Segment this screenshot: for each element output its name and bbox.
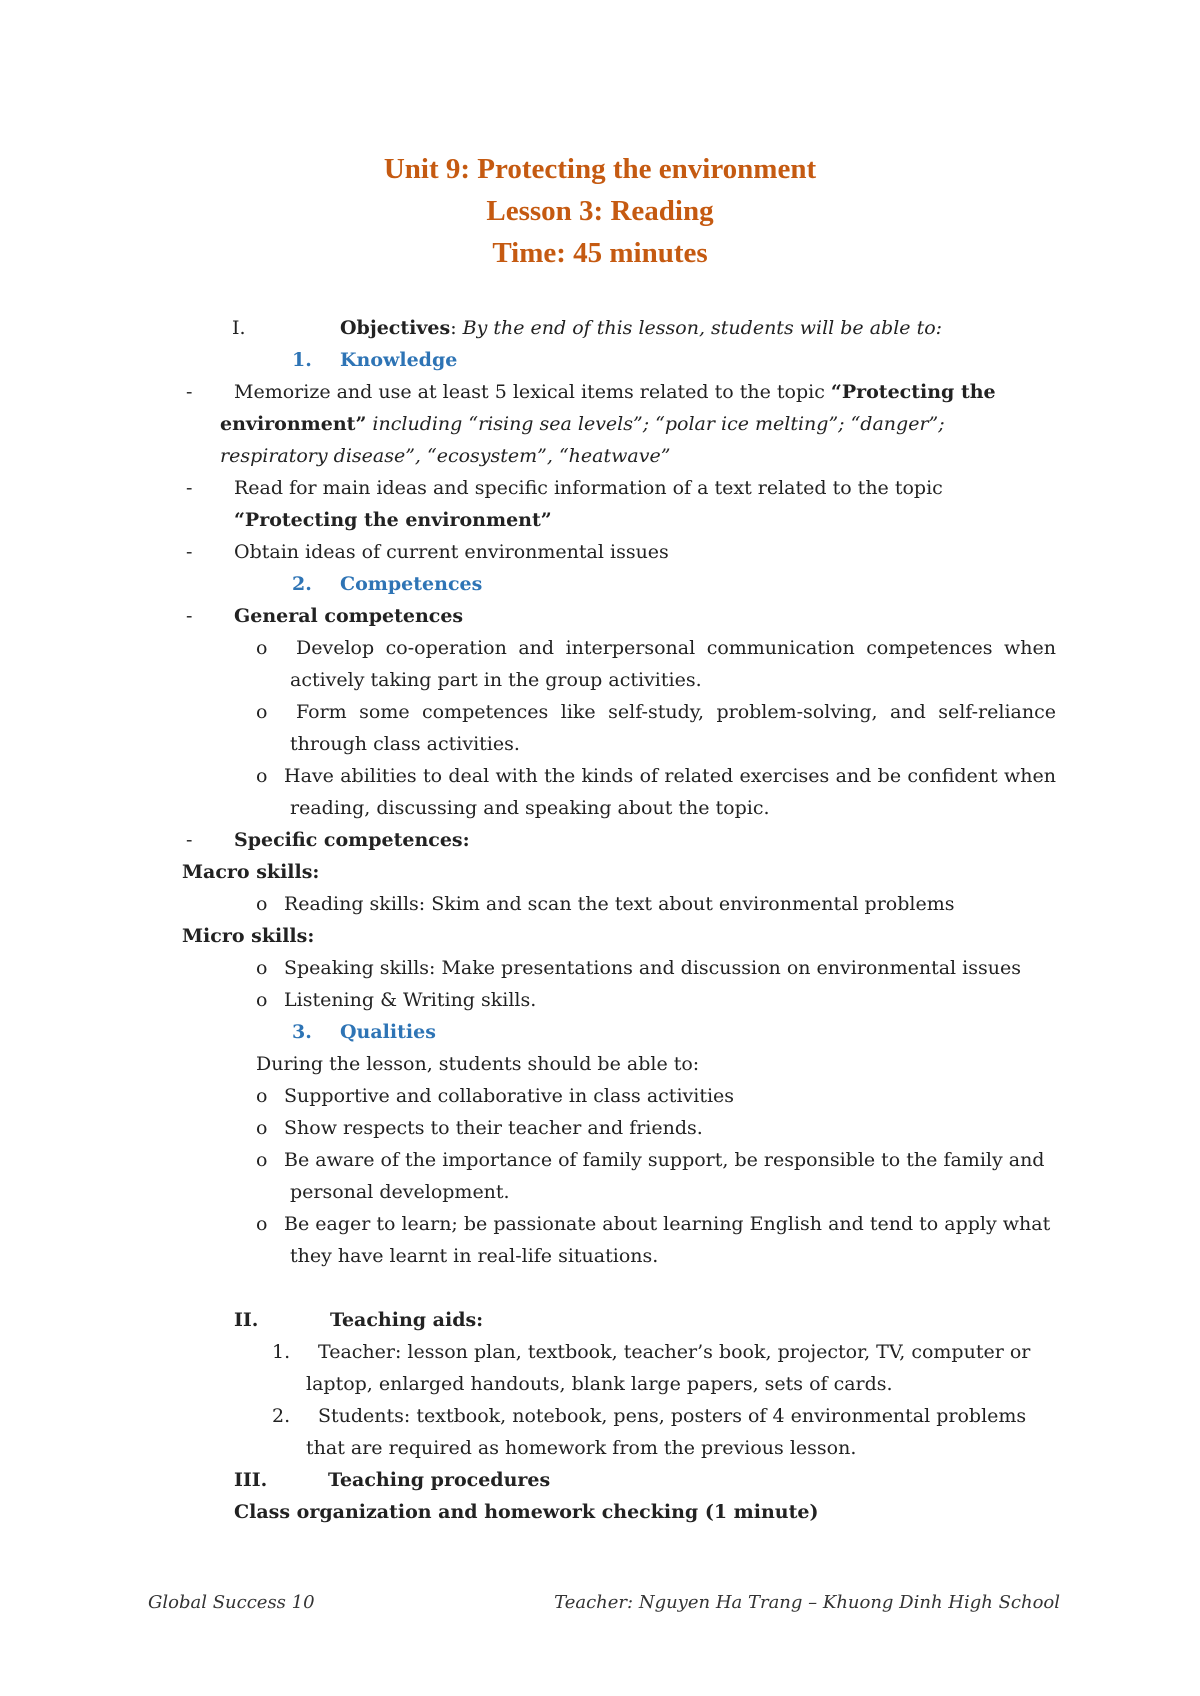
teaching-aid-1-cont: laptop, enlarged handouts, blank large papers, sets of cards.	[306, 1373, 893, 1395]
procedures-numeral: III.	[234, 1469, 268, 1491]
knowledge-item-1-cont: environment” including “rising sea levels”; “polar ice melting”; “danger”;	[220, 413, 945, 435]
lesson-title-block	[0, 148, 1200, 274]
teaching-aid-number: 1.	[272, 1341, 291, 1363]
knowledge-item-2: Read for main ideas and specific information of a text related to the topic	[234, 477, 943, 499]
quality-2: Show respects to their teacher and friends.	[284, 1117, 703, 1139]
teaching-aid-number: 2.	[272, 1405, 291, 1427]
objectives-heading-line: Objectives: By the end of this lesson, students will be able to:	[340, 317, 943, 339]
teaching-aid-2-cont: that are required as homework from the previous lesson.	[306, 1437, 857, 1459]
unit-title: Unit 9: Protecting the environment	[383, 153, 817, 185]
general-competence-3-cont: reading, discussing and speaking about the topic.	[290, 797, 770, 819]
objectives-numeral: I.	[232, 317, 246, 339]
quality-3-cont: personal development.	[290, 1181, 510, 1203]
procedures-heading: Teaching procedures	[328, 1469, 551, 1491]
circle-bullet: o	[256, 1213, 268, 1235]
general-competence-3: Have abilities to deal with the kinds of related exercises and be confident when	[284, 765, 1056, 787]
objectives-heading: Objectives	[340, 317, 451, 339]
circle-bullet: o	[256, 989, 268, 1011]
quality-3: Be aware of the importance of family support, be responsible to the family and	[284, 1149, 1045, 1171]
circle-bullet: o	[256, 1117, 268, 1139]
general-competence-1: Develop co-operation and interpersonal communication competences when	[296, 637, 1056, 659]
teaching-aids-numeral: II.	[234, 1309, 259, 1331]
micro-skills-heading: Micro skills:	[182, 925, 315, 947]
knowledge-heading: Knowledge	[340, 349, 458, 371]
quality-4-cont: they have learnt in real-life situations.	[290, 1245, 659, 1267]
circle-bullet: o	[256, 1085, 268, 1107]
circle-bullet: o	[256, 957, 268, 979]
knowledge-item-1: Memorize and use at least 5 lexical items related to the topic “Protecting the	[234, 381, 996, 403]
knowledge-item-1-cont2: respiratory disease”, “ecosystem”, “heatwave”	[220, 445, 671, 467]
quality-4: Be eager to learn; be passionate about learning English and tend to apply what	[284, 1213, 1051, 1235]
dash-bullet: -	[186, 477, 193, 499]
knowledge-number: 1.	[292, 349, 312, 371]
qualities-intro: During the lesson, students should be able to:	[256, 1053, 700, 1075]
teaching-aid-2: Students: textbook, notebook, pens, posters of 4 environmental problems	[318, 1405, 1027, 1427]
micro-skill-2: Listening & Writing skills.	[284, 989, 537, 1011]
footer-right: Teacher: Nguyen Ha Trang – Khuong Dinh High School	[554, 1592, 1060, 1613]
circle-bullet: o	[256, 893, 268, 915]
circle-bullet: o	[256, 637, 268, 659]
general-competences-heading: General competences	[234, 605, 464, 627]
circle-bullet: o	[256, 765, 268, 787]
general-competence-1-cont: actively taking part in the group activities.	[290, 669, 702, 691]
lesson-time: Time: 45 minutes	[492, 237, 708, 269]
teaching-aids-heading: Teaching aids:	[330, 1309, 484, 1331]
circle-bullet: o	[256, 701, 268, 723]
general-competence-2-cont: through class activities.	[290, 733, 520, 755]
competences-heading: Competences	[340, 573, 483, 595]
micro-skill-1: Speaking skills: Make presentations and discussion on environmental issues	[284, 957, 1021, 979]
specific-competences-heading: Specific competences:	[234, 829, 470, 851]
dash-bullet: -	[186, 541, 193, 563]
knowledge-item-2-cont: “Protecting the environment”	[234, 509, 552, 531]
qualities-heading: Qualities	[340, 1021, 436, 1043]
dash-bullet: -	[186, 605, 193, 627]
teaching-aid-1: Teacher: lesson plan, textbook, teacher’s book, projector, TV, computer or	[318, 1341, 1031, 1363]
macro-skills-heading: Macro skills:	[182, 861, 320, 883]
circle-bullet: o	[256, 1149, 268, 1171]
objectives-intro: By the end of this lesson, students will be able to:	[462, 317, 943, 339]
knowledge-item-3: Obtain ideas of current environmental issues	[234, 541, 669, 563]
class-organization-heading: Class organization and homework checking (1 minute)	[234, 1501, 819, 1523]
footer-left: Global Success 10	[148, 1592, 315, 1613]
dash-bullet: -	[186, 381, 193, 403]
dash-bullet: -	[186, 829, 193, 851]
qualities-number: 3.	[292, 1021, 312, 1043]
general-competence-2: Form some competences like self-study, problem-solving, and self-reliance	[296, 701, 1056, 723]
lesson-title: Lesson 3: Reading	[486, 195, 714, 227]
macro-skill-1: Reading skills: Skim and scan the text about environmental problems	[284, 893, 955, 915]
quality-1: Supportive and collaborative in class activities	[284, 1085, 735, 1107]
competences-number: 2.	[292, 573, 312, 595]
